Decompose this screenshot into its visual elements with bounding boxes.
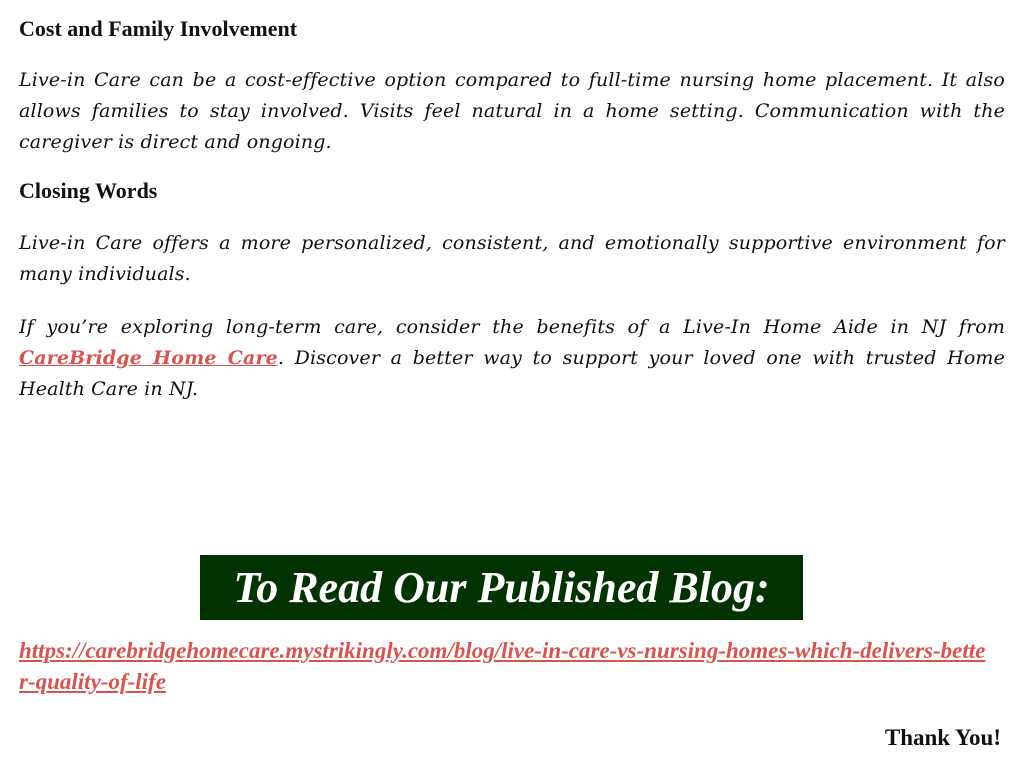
closing-paragraph-2 xyxy=(19,312,1005,405)
blog-banner: To Read Our Published Blog: xyxy=(200,555,803,620)
closing-paragraph-2-text-start: If you’re exploring long-term care, consider the benefits of a Live-In Home Aide in NJ from xyxy=(19,316,1005,338)
closing-paragraph-2-text-end: . Discover a better way to support your loved one with trusted Home Health Care in NJ. xyxy=(19,347,1005,400)
thank-you-text: Thank You! xyxy=(884,725,1001,750)
closing-paragraph-1: Live-in Care offers a more personalized, consistent, and emotionally supportive environment for many individuals. xyxy=(19,232,1005,285)
cost-paragraph: Live-in Care can be a cost-effective option compared to full-time nursing home placement. It also allows families to stay involved. Visits feel natural in a home setting. Communication with the caregiver is direct and ongoing. xyxy=(19,69,1005,153)
blog-url-link[interactable]: https://carebridgehomecare.mystrikingly.com/blog/live-in-care-vs-nursing-homes-which-delivers-better-quality-of-life xyxy=(19,638,986,694)
section-heading-closing: Closing Words xyxy=(19,178,158,203)
section-heading-cost: Cost and Family Involvement xyxy=(19,16,298,41)
carebridge-link[interactable]: CareBridge Home Care xyxy=(19,347,278,369)
